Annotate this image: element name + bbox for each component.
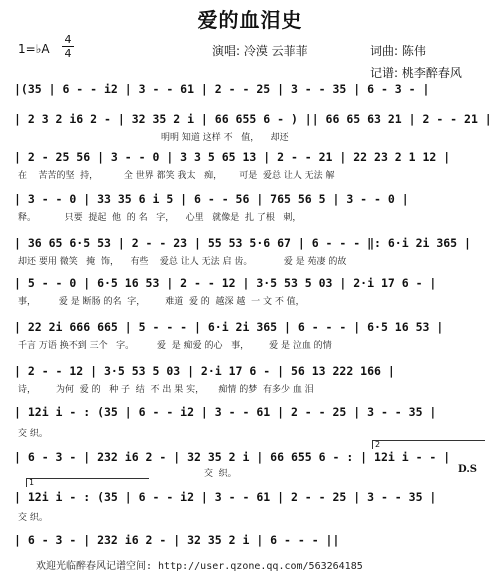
notation-row: | 5 - - 0 | 6·5 16 53 | 2 - - 12 | 3·5 53 5 03 | 2·i 17 6 - | [14, 276, 437, 290]
notation-row: | 12i i - : (35 | 6 - - i2 | 3 - - 61 | 2 - - 25 | 3 - - 35 | [14, 405, 437, 419]
lyrics-row: 释。 只要 提起 他 的 名 字， 心里 就像是 扎 了根 刺， [18, 213, 302, 223]
notation-row: | 2 3 2 i6 2 - | 32 35 2 i | 66 655 6 - ) || 66 65 63 21 | 2 - - 21 | [14, 112, 492, 126]
time-signature [62, 34, 74, 59]
lyrics-row: 在 苦苦的坚 持， 全 世界 都笑 我太 痴， 可是 爱总 让人 无法 解 [18, 171, 335, 181]
notation-row: | 12i i - : (35 | 6 - - i2 | 3 - - 61 | 2 - - 25 | 3 - - 35 | [14, 490, 437, 504]
notation-row: | 6 - 3 - | 232 i6 2 - | 32 35 2 i | 66 655 6 - : | 12i i - - | [14, 450, 451, 464]
notation-row: | 22 2i 666 665 | 5 - - - | 6·i 2i 365 | 6 - - - | 6·5 16 53 | [14, 320, 444, 334]
footer-credit: 欢迎光临醉春风记谱空间: http://user.qzone.qq.com/563264185 [36, 561, 363, 572]
lyrics-row: 却还 要用 微笑 掩 饰， 有些 爱总 让人 无法 启 齿。 爱 是 苑凄 的故 [18, 257, 347, 267]
lyricist-credit: 词曲: 陈伟 [370, 44, 426, 58]
dal-segno-mark: D.S [458, 464, 478, 475]
time-signature-top: 4 [64, 33, 72, 46]
volta-bracket-2: 2 [372, 440, 485, 449]
singers-credit: 演唱: 冷漠 云菲菲 [212, 44, 308, 58]
notator-credit: 记谱: 桃李醉春风 [370, 66, 462, 80]
lyrics-row: 千言 万语 换不到 三个 字。 爱 是 痴爱 的心 事， 爱 是 泣血 的情 [18, 341, 332, 351]
key-signature: 1=♭A [18, 42, 50, 56]
lyrics-row: 明明 知道 这样 不 值， 却还 [18, 133, 289, 143]
notation-row: |(35 | 6 - - i2 | 3 - - 61 | 2 - - 25 | 3 - - 35 | 6 - 3 - | [14, 82, 430, 96]
notation-row: | 3 - - 0 | 33 35 6 i 5 | 6 - - 56 | 765 56 5 | 3 - - 0 | [14, 192, 409, 206]
lyrics-row: 交 织。 [18, 429, 48, 439]
lyrics-row: 事， 爱 是 断肠 的名 字， 难道 爱 的 越深 越 一 文 不 值， [18, 297, 305, 307]
lyrics-row: 交 织。 [18, 469, 237, 479]
notation-row: | 36 65 6·5 53 | 2 - - 23 | 55 53 5·6 67 | 6 - - - ‖: 6·i 2i 365 | [14, 236, 471, 250]
notation-row: | 2 - - 12 | 3·5 53 5 03 | 2·i 17 6 - | 56 13 222 166 | [14, 364, 395, 378]
notation-row: | 2 - 25 56 | 3 - - 0 | 3 3 5 65 13 | 2 - - 21 | 22 23 2 1 12 | [14, 150, 451, 164]
time-signature-bottom: 4 [64, 47, 72, 60]
volta-bracket-1: 1 [26, 478, 149, 487]
song-title: 爱的血泪史 [197, 8, 303, 32]
lyrics-row: 交 织。 [18, 513, 48, 523]
lyrics-row: 诗， 为何 爱 的 种 子 结 不 出 果 实， 痴情 的梦 有多少 血 泪 [18, 385, 314, 395]
notation-row: | 6 - 3 - | 232 i6 2 - | 32 35 2 i | 6 - - - || [14, 533, 340, 547]
